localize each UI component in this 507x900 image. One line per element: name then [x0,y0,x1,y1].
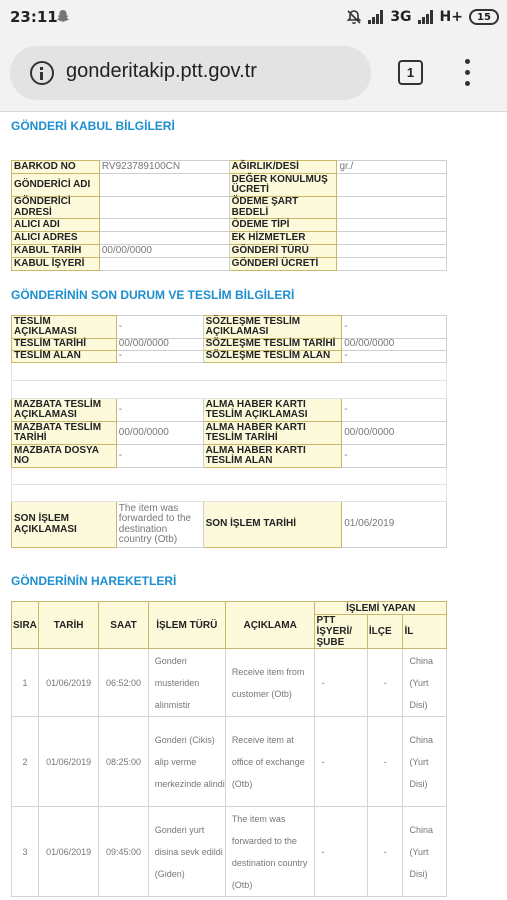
kabul-field-value [99,197,229,219]
snapchat-icon [56,9,70,23]
mazbata-field-value: - [342,399,447,422]
kabul-field-value [337,174,447,197]
row-il: China (Yurt Disi) [403,807,447,897]
row-aciklama: Receive item from customer (Otb) [225,649,315,717]
mazbata-field-label: MAZBATA TESLİM AÇIKLAMASI [12,399,117,422]
row-ptt-isyeri: - [315,807,367,897]
kabul-field-label: GÖNDERİ TÜRÜ [229,245,337,258]
tab-switcher-button[interactable] [398,60,423,85]
mazbata-field-row [12,422,447,445]
kabul-field-value [337,219,447,232]
teslim-field-label: SÖZLEŞME TESLİM ALAN [203,351,342,363]
row-ptt-isyeri: - [315,717,367,807]
battery-icon [469,9,499,25]
table-row [12,717,447,807]
son-islem-label: SON İŞLEM AÇIKLAMASI [12,502,117,548]
row-aciklama: The item was forwarded to the destination country (Otb) [225,807,315,897]
row-saat: 06:52:00 [99,649,148,717]
kabul-field-row [12,197,447,219]
kabul-field-row [12,161,447,174]
mazbata-field-label: ALMA HABER KARTI TESLİM TARİHİ [203,422,342,445]
kabul-field-value [337,232,447,245]
teslim-field-value: - [116,316,203,339]
kabul-field-value [99,258,229,271]
row-aciklama: Receive item at office of exchange (Otb) [225,717,315,807]
signal-icon-2 [418,10,434,24]
row-sira: 2 [12,717,39,807]
kabul-field-label: KABUL TARİH [12,245,100,258]
col-saat: SAAT [99,602,148,649]
status-indicators [346,7,499,27]
kabul-field-value [337,245,447,258]
mazbata-field-value: - [342,445,447,468]
kabul-field-label: DEĞER KONULMUŞ ÜCRETİ [229,174,337,197]
tab-count: 1 [406,65,415,80]
row-tarih: 01/06/2019 [38,807,98,897]
teslim-field-value: - [116,351,203,363]
col-il: İL [403,615,447,649]
section-title-teslim: GÖNDERİNİN SON DURUM VE TESLİM BİLGİLERİ [11,288,295,302]
mazbata-field-label: MAZBATA DOSYA NO [12,445,117,468]
kabul-field-row [12,258,447,271]
row-islem-turu: Gonderi (Cikis) alip verme merkezinde alindi [148,717,225,807]
teslim-field-label: SÖZLEŞME TESLİM AÇIKLAMASI [203,316,342,339]
status-time: 23:11 [10,8,58,26]
mazbata-field-value: - [116,399,203,422]
col-ilce: İLÇE [367,615,403,649]
teslim-field-label: SÖZLEŞME TESLİM TARİHİ [203,339,342,351]
kabul-field-row [12,232,447,245]
col-ptt-isyeri: PTT İŞYERİ/ ŞUBE [315,615,367,649]
kabul-field-row [12,174,447,197]
hareket-table [11,601,447,897]
teslim-field-row [12,351,447,363]
mazbata-field-label: ALMA HABER KARTI TESLİM AÇIKLAMASI [203,399,342,422]
kabul-field-value [99,232,229,245]
son-islem-row [12,502,447,548]
kabul-field-row [12,245,447,258]
spacer-cell [12,363,447,381]
row-islem-turu: Gonderi yurt disina sevk edildi (Giden) [148,807,225,897]
spacer-row [12,485,447,502]
teslim-field-value: - [342,316,447,339]
spacer-cell [12,468,447,485]
kabul-field-label: ALICI ADI [12,219,100,232]
col-islem-turu: İŞLEM TÜRÜ [148,602,225,649]
row-saat: 09:45:00 [99,807,148,897]
kabul-field-row [12,219,447,232]
signal-icon [368,10,384,24]
kabul-field-value: 00/00/0000 [99,245,229,258]
teslim-field-row [12,316,447,339]
kabul-field-value: gr./ [337,161,447,174]
col-aciklama: AÇIKLAMA [225,602,315,649]
kabul-field-label: ALICI ADRES [12,232,100,245]
battery-level: 15 [477,11,491,23]
kabul-table [11,160,447,271]
row-sira: 1 [12,649,39,717]
mazbata-field-value: 00/00/0000 [116,422,203,445]
kabul-field-value: RV923789100CN [99,161,229,174]
row-il: China (Yurt Disi) [403,649,447,717]
kabul-field-label: GÖNDERİCİ ADI [12,174,100,197]
kabul-field-label: AĞIRLIK/DESİ [229,161,337,174]
row-ilce: - [367,807,403,897]
mazbata-field-row [12,399,447,422]
row-ilce: - [367,649,403,717]
spacer-cell [12,485,447,502]
section-title-kabul: GÖNDERİ KABUL BİLGİLERİ [11,119,175,133]
teslim-field-label: TESLİM ALAN [12,351,117,363]
mute-bell-icon [346,9,362,25]
mazbata-field-label: ALMA HABER KARTI TESLİM ALAN [203,445,342,468]
mazbata-field-row [12,445,447,468]
mazbata-field-value: - [116,445,203,468]
info-icon[interactable] [30,61,54,85]
row-tarih: 01/06/2019 [38,649,98,717]
teslim-field-value: 00/00/0000 [342,339,447,351]
kabul-field-label: KABUL İŞYERİ [12,258,100,271]
table-row [12,807,447,897]
son-islem-tarihi-label: SON İŞLEM TARİHİ [203,502,342,548]
teslim-field-value: 00/00/0000 [116,339,203,351]
kabul-field-label: EK HİZMETLER [229,232,337,245]
row-ptt-isyeri: - [315,649,367,717]
row-ilce: - [367,717,403,807]
url-text[interactable]: gonderitakip.ptt.gov.tr [66,60,257,82]
kabul-field-label: ÖDEME ŞART BEDELİ [229,197,337,219]
son-islem-value: The item was forwarded to the destination country (Otb) [116,502,203,548]
kabul-field-label: ÖDEME TİPİ [229,219,337,232]
teslim-field-value: - [342,351,447,363]
overflow-menu-icon[interactable] [458,59,478,89]
kabul-field-label: GÖNDERİ ÜCRETİ [229,258,337,271]
col-sira: SIRA [12,602,39,649]
mazbata-field-value: 00/00/0000 [342,422,447,445]
table-row [12,649,447,717]
kabul-field-label: GÖNDERİCİ ADRESİ [12,197,100,219]
spacer-row [12,381,447,399]
kabul-field-value [99,219,229,232]
browser-toolbar [0,34,507,112]
status-bar [0,0,507,34]
teslim-field-label: TESLİM TARİHİ [12,339,117,351]
kabul-field-value [337,197,447,219]
spacer-row [12,468,447,485]
network-type-2: H+ [439,9,463,25]
row-il: China (Yurt Disi) [403,717,447,807]
kabul-field-value [99,174,229,197]
page-content [0,112,507,900]
row-saat: 08:25:00 [99,717,148,807]
teslim-table [11,315,447,548]
kabul-field-label: BARKOD NO [12,161,100,174]
section-title-hareket: GÖNDERİNİN HAREKETLERİ [11,574,177,588]
row-tarih: 01/06/2019 [38,717,98,807]
teslim-field-label: TESLİM AÇIKLAMASI [12,316,117,339]
teslim-field-row [12,339,447,351]
row-sira: 3 [12,807,39,897]
spacer-cell [12,381,447,399]
son-islem-tarihi-value: 01/06/2019 [342,502,447,548]
col-islemi-yapan: İŞLEMİ YAPAN [315,602,447,615]
mazbata-field-label: MAZBATA TESLİM TARİHİ [12,422,117,445]
network-type: 3G [390,9,412,25]
row-islem-turu: Gonderi musteriden alinmistir [148,649,225,717]
col-tarih: TARİH [38,602,98,649]
kabul-field-value [337,258,447,271]
address-bar[interactable] [10,46,371,100]
spacer-row [12,363,447,381]
